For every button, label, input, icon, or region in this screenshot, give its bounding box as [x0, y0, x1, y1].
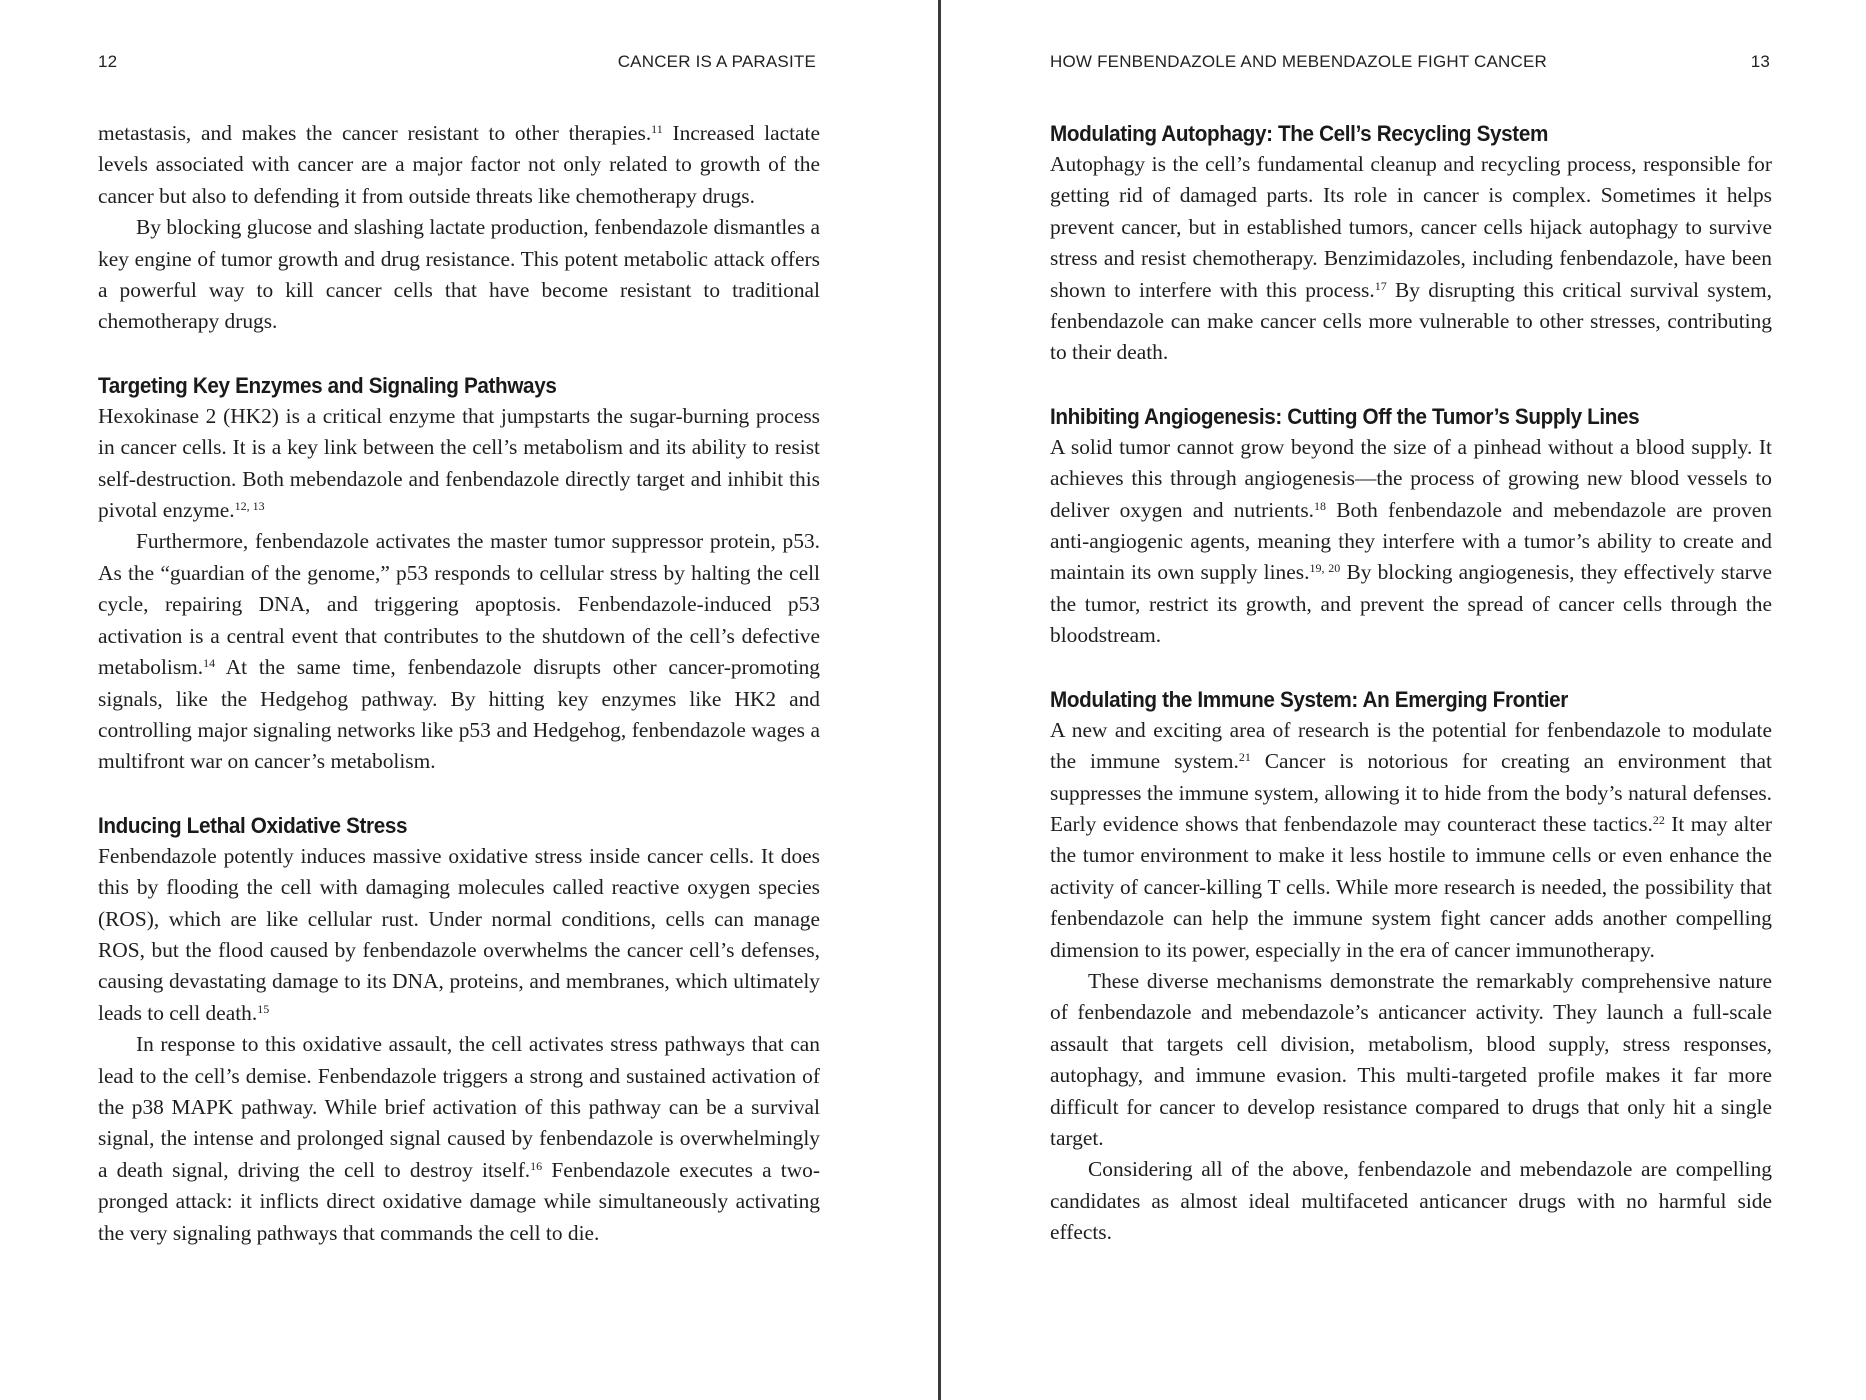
paragraph-p53: Furthermore, fenbendazole activates the master tumor suppressor protein, p53. As the “guardian of the genome,” p53 responds to cellular stress by halting the cell cycle, repairing DNA, and triggering apoptosis. Fenbendazole-induced p53 activation is a central event that contributes to the shutdown of the cell’s defective metabolism.$^{14}$ At the same time, fenbendazole disrupts other cancer-promoting signals, like the Hedgehog pathway. By hitting key enzymes like HK2 and controlling major signaling networks like p53 and Hedgehog, fenbendazole wages a multifront war on cancer’s metabolism. [98, 529, 820, 774]
right-page [941, 0, 1866, 1400]
footnote-ref[interactable]: 14 [203, 656, 216, 671]
paragraph-angiogenesis: A solid tumor cannot grow beyond the size of a pinhead without a blood supply. It achieves this through angiogenesis—the process of growing new blood vessels to deliver oxygen and nutrients.$^{18}$ Both fenbendazole and mebendazole are proven anti-angiogenic agents, meaning they interfere with a tumor’s ability to create and maintain its own supply lines.$^{19, 20}$ By blocking angiogenesis, they effectively starve the tumor, restrict its growth, and prevent the spread of cancer cells through the bloodstream. [1050, 434, 1772, 648]
footnote-ref[interactable]: 12, 13 [234, 499, 265, 514]
paragraph-immune: A new and exciting area of research is the potential for fenbendazole to modulate the immune system.$^{21}$ Cancer is notorious for creating an environment that suppresses the immune system, allowing it to hide from the body’s natural defenses. Early evidence shows that fenbendazole may counteract these tactics.$^{22}$ It may alter the tumor environment to make it less hostile to immune cells or even enhance the activity of cancer-killing T cells. While more research is needed, the possibility that fenbendazole can help the immune system fight cancer adds another compelling dimension to its power, especially in the era of cancer immunotherapy. [1050, 717, 1772, 962]
paragraph-mechanisms: These diverse mechanisms demonstrate the remarkably comprehensive nature of fenbendazole and mebendazole’s anticancer activity. They launch a full-scale assault that targets cell division, metabolism, blood supply, stress responses, autophagy, and immune evasion. This multi-targeted profile makes it far more difficult for cancer to develop resistance compared to drugs that only hit a single target. [1050, 968, 1772, 1150]
footnote-ref[interactable]: 22 [1652, 812, 1665, 827]
footnote-ref[interactable]: 11 [651, 122, 663, 136]
section-heading-immune: Modulating the Immune System: An Emerging Frontier [1050, 686, 1568, 712]
section-heading-autophagy: Modulating Autophagy: The Cell’s Recycling System [1050, 121, 1549, 146]
footnote-ref[interactable]: 19, 20 [1309, 561, 1341, 576]
running-head-left: CANCER IS A PARASITE [617, 52, 816, 71]
right-text-column [1050, 118, 1772, 1249]
page-number-right: 13 [1750, 52, 1770, 71]
paragraph-autophagy: Autophagy is the cell’s fundamental cleanup and recycling process, responsible for getting rid of damaged parts. Its role in cancer is complex. Sometimes it helps prevent cancer, but in established tumors, cancer cells hijack autophagy to survive stress and resist chemotherapy. Benzimidazoles, including fenbendazole, have been shown to interfere with this process.$^{17}$ By disrupting this critical survival system, fenbendazole can make cancer cells more vulnerable to other stresses, contributing to their death. [1050, 152, 1772, 365]
section-heading-angiogenesis: Inhibiting Angiogenesis: Cutting Off the Tumor’s Supply Lines [1050, 403, 1640, 429]
footnote-ref[interactable]: 16 [530, 1158, 543, 1173]
paragraph-metastasis: metastasis, and makes the cancer resistant to other therapies.$^{11}$ Increased lactate levels associated with cancer are a major factor not only related to growth of the cancer but also to defending it from outside threats like chemotherapy drugs. [98, 121, 820, 208]
section-heading-enzymes: Targeting Key Enzymes and Signaling Pathways [98, 372, 557, 398]
footnote-ref[interactable]: 18 [1314, 498, 1327, 513]
paragraph-conclusion: Considering all of the above, fenbendazole and mebendazole are compelling candidates as almost ideal multifaceted anticancer drugs with no harmful side effects. [1050, 1157, 1772, 1245]
running-head-right: HOW FENBENDAZOLE AND MEBENDAZOLE FIGHT CANCER [1050, 52, 1548, 71]
page-number-left: 12 [98, 52, 118, 71]
paragraph-glucose: By blocking glucose and slashing lactate production, fenbendazole dismantles a key engine of tumor growth and drug resistance. This potent metabolic attack offers a powerful way to kill cancer cells that have become resistant to traditional chemotherapy drugs. [98, 215, 820, 334]
paragraph-ros: Fenbendazole potently induces massive oxidative stress inside cancer cells. It does this by flooding the cell with damaging molecules called reactive oxygen species (ROS), which are like cellular rust. Under normal conditions, cells can manage ROS, but the flood caused by fenbendazole overwhelms the cancer cell’s defenses, causing devastating damage to its DNA, proteins, and membranes, which ultimately leads to cell death.$^{15}$ [98, 843, 820, 1025]
footnote-ref[interactable]: 15 [257, 1001, 270, 1016]
footnote-ref[interactable]: 21 [1238, 750, 1251, 765]
section-heading-oxidative: Inducing Lethal Oxidative Stress [98, 812, 408, 838]
left-text-column [98, 118, 820, 1249]
footnote-ref[interactable]: 17 [1374, 278, 1387, 293]
paragraph-p38: In response to this oxidative assault, the cell activates stress pathways that can lead to the cell’s demise. Fenbendazole triggers a strong and sustained activation of the p38 MAPK pathway. While brief activation of this pathway can be a survival signal, the intense and prolonged signal caused by fenbendazole is overwhelmingly a death signal, driving the cell to destroy itself.$^{16}$ Fenbendazole executes a two-pronged attack: it inflicts direct oxidative damage while simultaneously activating the very signaling pathways that commands the cell to die. [98, 1032, 820, 1245]
paragraph-hk2: Hexokinase 2 (HK2) is a critical enzyme that jumpstarts the sugar-burning process in cancer cells. It is a key link between the cell’s metabolism and its ability to resist self-destruction. Both mebendazole and fenbendazole directly target and inhibit this pivotal enzyme.$^{12, 13}$ [98, 403, 820, 523]
